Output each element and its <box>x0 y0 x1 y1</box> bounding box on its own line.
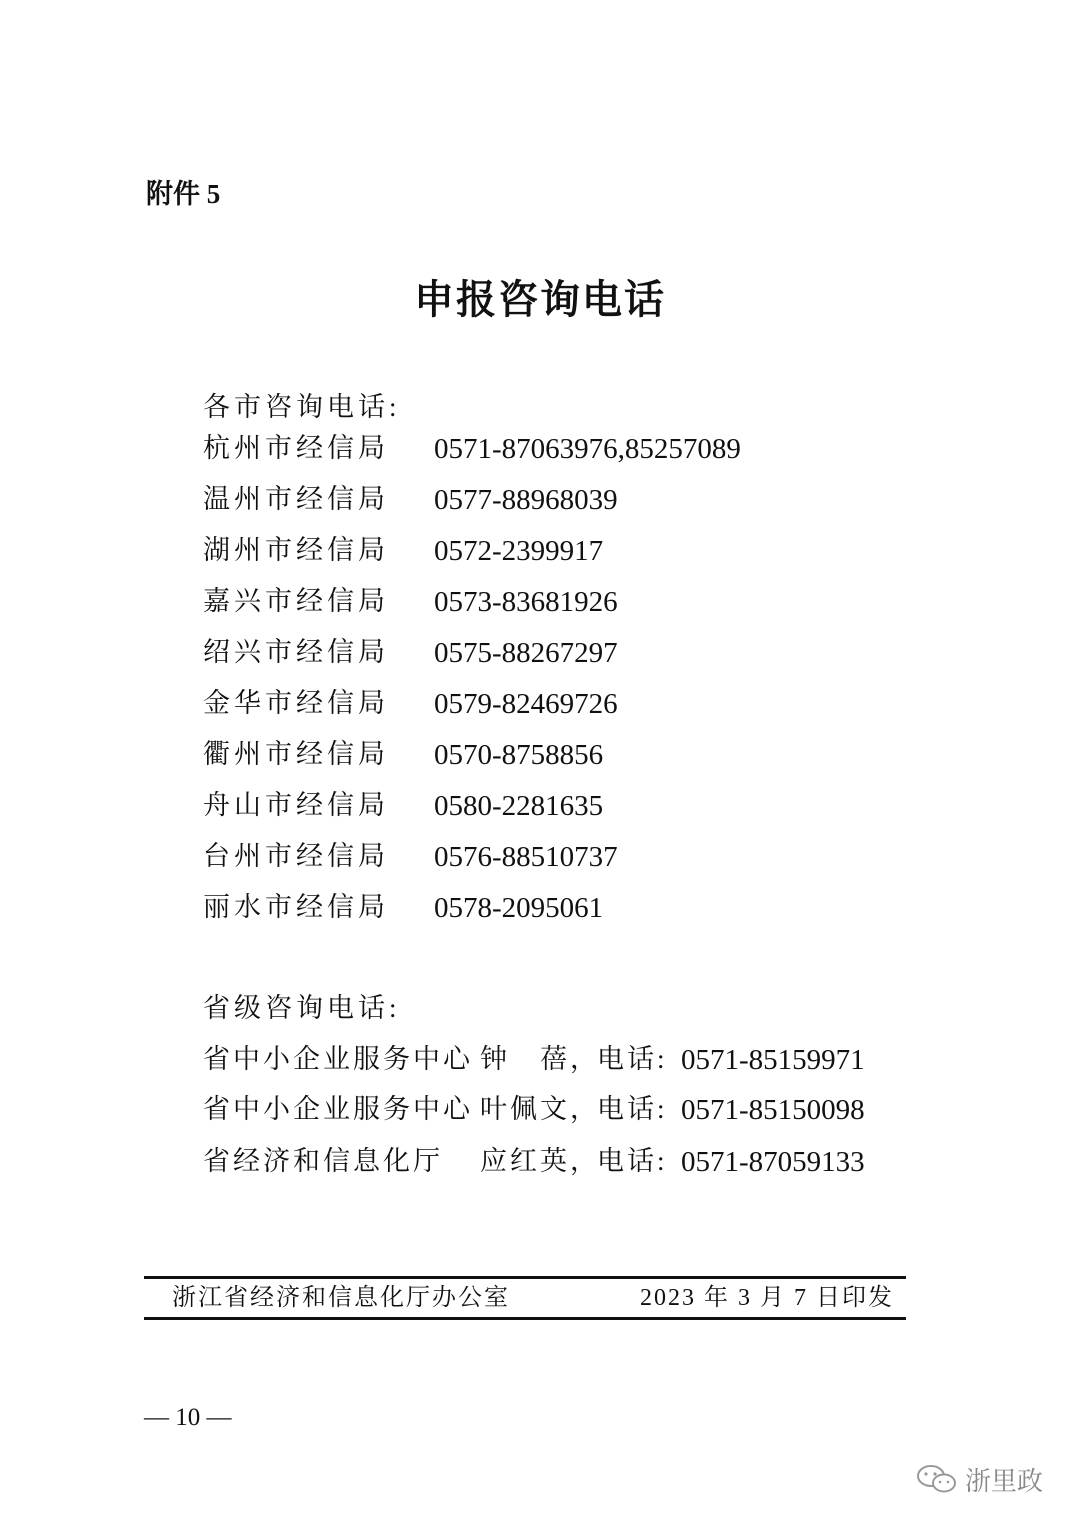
city-phone: 0578-2095061 <box>434 892 604 924</box>
org-name: 省中小企业服务中心 <box>203 1094 473 1124</box>
city-row <box>0 843 1080 883</box>
footer-date: 2023 年 3 月 7 日印发 <box>640 1285 894 1311</box>
province-row <box>0 1046 1080 1086</box>
footer-top-rule <box>144 1276 906 1279</box>
province-section-heading: 省级咨询电话: <box>203 993 401 1023</box>
footer-bottom-rule <box>144 1317 906 1320</box>
province-row <box>0 1148 1080 1188</box>
city-row <box>0 639 1080 679</box>
city-phone: 0572-2399917 <box>434 535 604 567</box>
footer-issuer: 浙江省经济和信息化厅办公室 <box>172 1285 510 1311</box>
city-bureau-name: 嘉兴市经信局 <box>203 586 389 616</box>
city-bureau-name: 杭州市经信局 <box>203 433 389 463</box>
wechat-icon <box>915 1463 959 1500</box>
city-section-heading: 各市咨询电话: <box>203 392 401 422</box>
city-row <box>0 690 1080 730</box>
city-bureau-name: 台州市经信局 <box>203 841 389 871</box>
city-row <box>0 741 1080 781</box>
city-row <box>0 792 1080 832</box>
city-bureau-name: 湖州市经信局 <box>203 535 389 565</box>
city-bureau-name: 丽水市经信局 <box>203 892 389 922</box>
contact-person: 应红英， <box>480 1146 600 1176</box>
contact-person: 叶佩文， <box>480 1094 600 1124</box>
org-name: 省中小企业服务中心 <box>203 1044 473 1074</box>
city-bureau-name: 衢州市经信局 <box>203 739 389 769</box>
city-phone: 0570-8758856 <box>434 739 604 771</box>
contact-person: 钟 蓓， <box>480 1044 600 1074</box>
city-row <box>0 894 1080 934</box>
watermark <box>915 1463 1043 1500</box>
city-phone: 0576-88510737 <box>434 841 618 873</box>
page-number: — 10 — <box>144 1404 232 1431</box>
city-phone: 0579-82469726 <box>434 688 618 720</box>
city-phone: 0577-88968039 <box>434 484 618 516</box>
contact-phone: 0571-85159971 <box>681 1044 865 1076</box>
city-phone: 0580-2281635 <box>434 790 604 822</box>
tel-label: 电话: <box>597 1146 668 1176</box>
city-bureau-name: 绍兴市经信局 <box>203 637 389 667</box>
city-row <box>0 435 1080 475</box>
province-row <box>0 1096 1080 1136</box>
attachment-label: 附件 5 <box>146 179 221 209</box>
page-title: 申报咨询电话 <box>414 277 666 322</box>
city-row <box>0 537 1080 577</box>
contact-phone: 0571-85150098 <box>681 1094 865 1126</box>
city-phone: 0575-88267297 <box>434 637 618 669</box>
city-row <box>0 588 1080 628</box>
city-row <box>0 486 1080 526</box>
city-bureau-name: 温州市经信局 <box>203 484 389 514</box>
watermark-text: 浙里政 <box>965 1466 1044 1497</box>
org-name: 省经济和信息化厅 <box>203 1146 443 1176</box>
tel-label: 电话: <box>597 1044 668 1074</box>
contact-phone: 0571-87059133 <box>681 1146 865 1178</box>
city-bureau-name: 舟山市经信局 <box>203 790 389 820</box>
city-bureau-name: 金华市经信局 <box>203 688 389 718</box>
city-phone: 0573-83681926 <box>434 586 618 618</box>
tel-label: 电话: <box>597 1094 668 1124</box>
city-phone: 0571-87063976,85257089 <box>434 433 741 465</box>
